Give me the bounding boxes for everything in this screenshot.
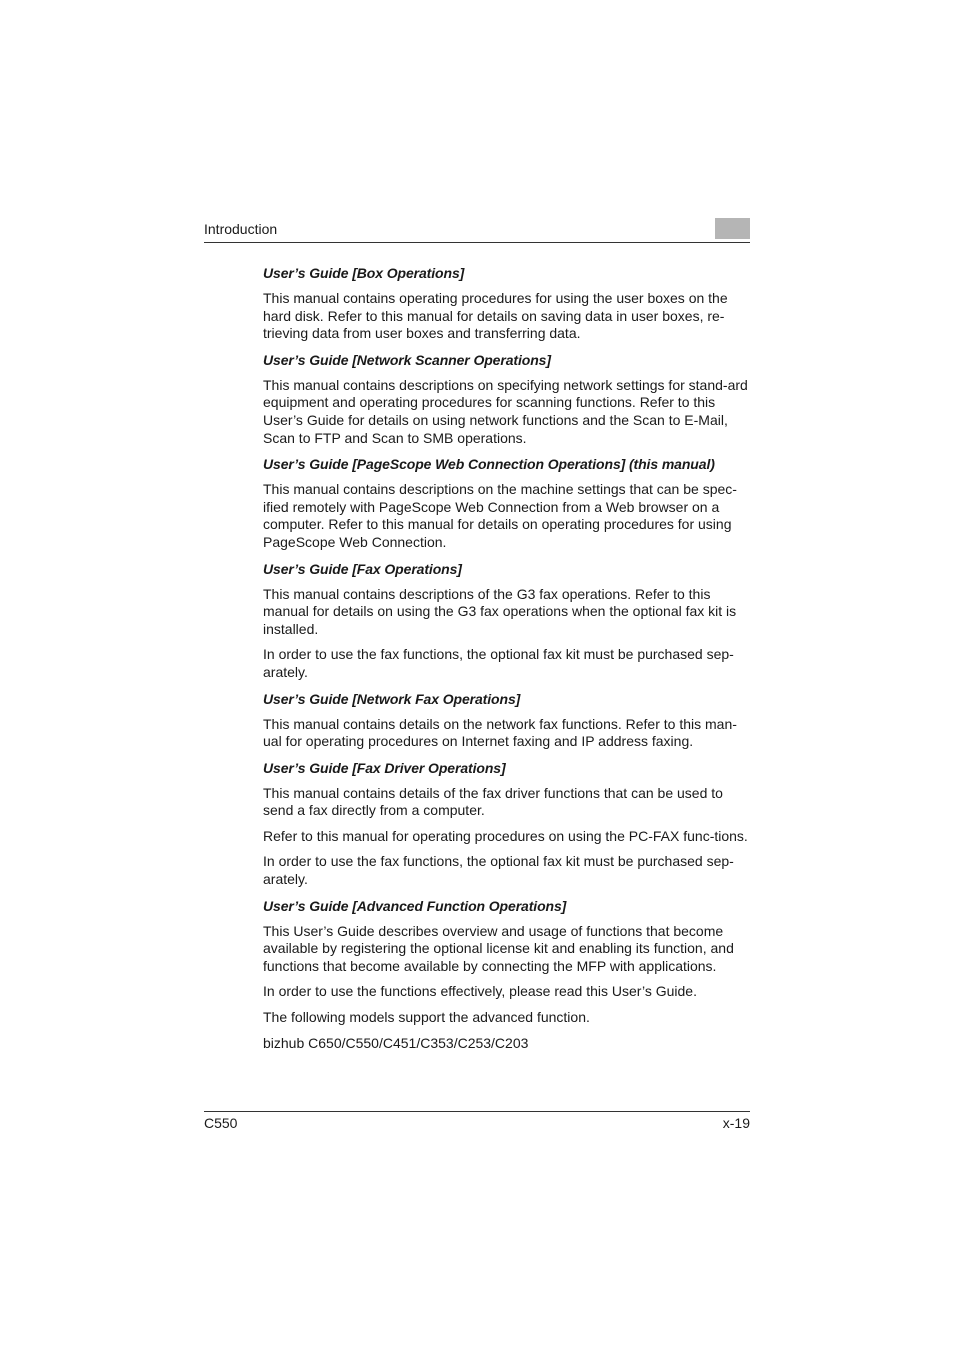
paragraph: Refer to this manual for operating procedures on using the PC-FAX func-tions. xyxy=(263,827,748,844)
footer-model: C550 xyxy=(204,1115,238,1131)
section-heading: User’s Guide [Box Operations] xyxy=(263,265,465,281)
paragraph: In order to use the fax functions, the optional fax kit must be purchased sep-arately. xyxy=(263,853,734,888)
section-heading: User’s Guide [Network Fax Operations] xyxy=(263,690,521,707)
main-content xyxy=(263,264,751,1060)
section-box-operations xyxy=(263,264,751,343)
header-chapter-tab xyxy=(715,218,750,239)
page-number: x-19 xyxy=(722,1115,750,1131)
section-heading: User’s Guide [Fax Driver Operations] xyxy=(263,759,506,776)
section-pagescope-web-connection xyxy=(263,455,751,551)
paragraph: In order to use the functions effectively, please read this User’s Guide. xyxy=(263,983,697,1000)
supported-models: bizhub C650/C550/C451/C353/C253/C203 xyxy=(263,1034,529,1051)
page-header xyxy=(204,218,750,243)
page-footer xyxy=(204,1111,750,1131)
section-heading: User’s Guide [Fax Operations] xyxy=(263,560,462,577)
paragraph: This User’s Guide describes overview and usage of functions that become available by registering the optional license kit and enabling its function, and functions that become available by connecting the MFP with applications. xyxy=(263,922,734,974)
section-heading: User’s Guide [Advanced Function Operations] xyxy=(263,897,567,914)
section-network-fax-operations xyxy=(263,690,751,751)
paragraph: The following models support the advanced function. xyxy=(263,1009,590,1026)
header-title: Introduction xyxy=(204,221,278,237)
paragraph: This manual contains operating procedures for using the user boxes on the hard disk. Refer to this manual for details on saving data in user boxes, re-trieving data from user boxes and transferring data. xyxy=(263,290,728,342)
paragraph: This manual contains details on the network fax functions. Refer to this man-ual for operating procedures on Internet faxing and IP address faxing. xyxy=(263,715,737,750)
paragraph: This manual contains descriptions on specifying network settings for stand-ard equipment and operating procedures for scanning functions. Refer to this User’s Guide for details on using network functions and the Scan to E-Mail, Scan to FTP and Scan to SMB operations. xyxy=(263,376,748,446)
section-heading: User’s Guide [PageScope Web Connection Operations] (this manual) xyxy=(263,456,715,473)
section-heading: User’s Guide [Network Scanner Operations] xyxy=(263,351,551,368)
section-fax-operations xyxy=(263,560,751,682)
section-fax-driver-operations xyxy=(263,759,751,889)
section-network-scanner-operations xyxy=(263,351,751,447)
section-advanced-function-operations xyxy=(263,897,751,1053)
paragraph: In order to use the fax functions, the optional fax kit must be purchased sep-arately. xyxy=(263,646,734,680)
paragraph: This manual contains details of the fax driver functions that can be used to send a fax directly from a computer. xyxy=(263,784,723,819)
paragraph: This manual contains descriptions of the G3 fax operations. Refer to this manual for details on using the G3 fax operations when the optional fax kit is installed. xyxy=(263,585,737,637)
paragraph: This manual contains descriptions on the machine settings that can be spec-ified remotely with PageScope Web Connection from a Web browser on a computer. Refer to this manual for details on operating procedures for using PageScope Web Connection. xyxy=(263,481,737,550)
